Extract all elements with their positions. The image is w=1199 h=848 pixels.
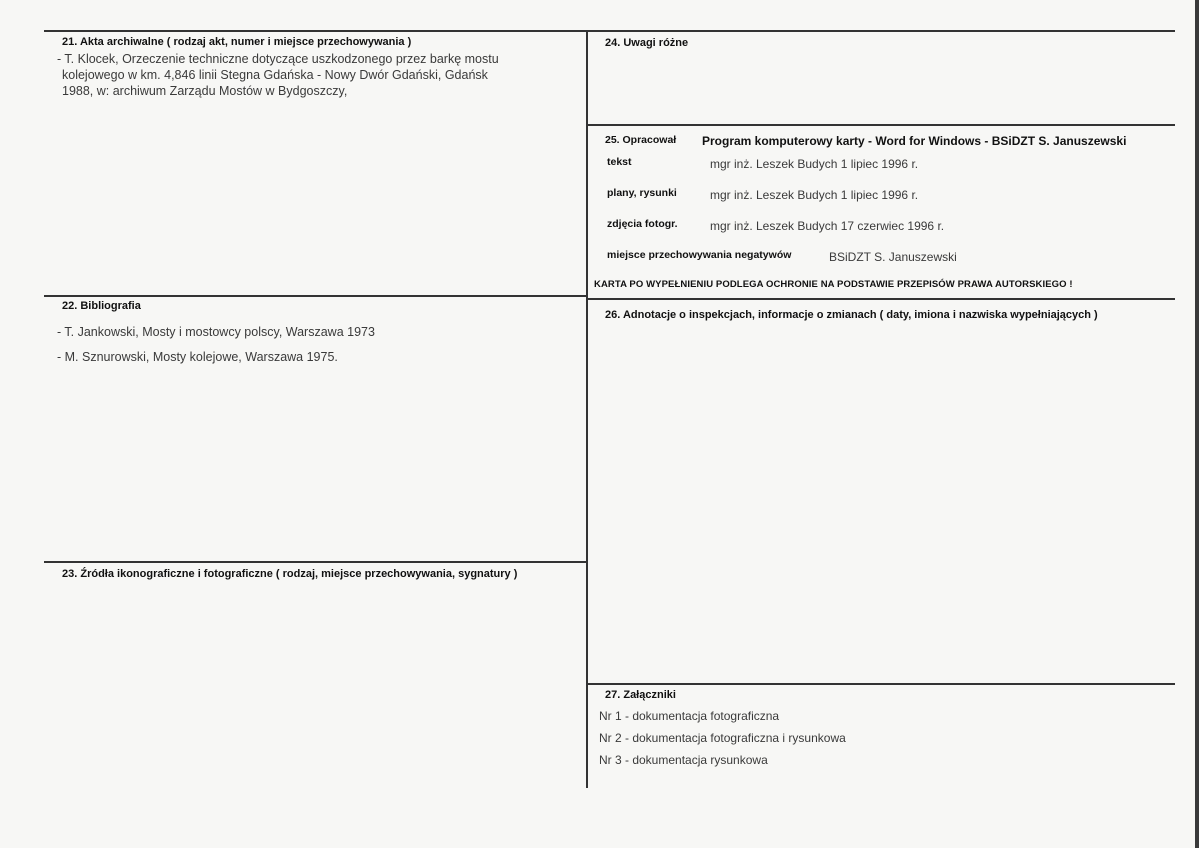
card-edge bbox=[1195, 0, 1199, 848]
copyright-warning: KARTA PO WYPEŁNIENIU PODLEGA OCHRONIE NA PODSTAWIE PRZEPISÓW PRAWA AUTORSKIEGO ! bbox=[594, 279, 1073, 290]
bibliography-item: - T. Jankowski, Mosty i mostowcy polscy, Warszawa 1973 bbox=[57, 325, 375, 339]
section-24-heading: 24. Uwagi różne bbox=[605, 37, 689, 49]
top-rule bbox=[44, 30, 1175, 32]
section-23-heading: 23. Źródła ikonograficzne i fotograficzne ( rodzaj, miejsce przechowywania, sygnatury ) bbox=[62, 568, 518, 580]
attachment-item: Nr 1 - dokumentacja fotograficzna bbox=[599, 709, 780, 723]
row-label-photos: zdjęcia fotogr. bbox=[607, 218, 678, 230]
rule-right-27 bbox=[587, 683, 1175, 685]
row-value-photos: mgr inż. Leszek Budych 17 czerwiec 1996 r. bbox=[710, 219, 945, 233]
rule-right-26 bbox=[587, 298, 1175, 300]
section-21-line-2: kolejowego w km. 4,846 linii Stegna Gdańska - Nowy Dwór Gdański, Gdańsk bbox=[62, 68, 488, 82]
attachment-item: Nr 2 - dokumentacja fotograficzna i rysunkowa bbox=[599, 731, 846, 745]
section-21-line-3: 1988, w: archiwum Zarządu Mostów w Bydgoszczy, bbox=[62, 84, 348, 98]
row-label-text: tekst bbox=[607, 156, 632, 168]
section-21-line-1: - T. Klocek, Orzeczenie techniczne dotyczące uszkodzonego przez barkę mostu bbox=[57, 52, 499, 66]
rule-left-22 bbox=[44, 295, 587, 297]
row-label-plans: plany, rysunki bbox=[607, 187, 677, 199]
negatives-label: miejsce przechowywania negatywów bbox=[607, 249, 792, 261]
section-22-heading: 22. Bibliografia bbox=[62, 300, 141, 312]
section-21-heading: 21. Akta archiwalne ( rodzaj akt, numer i miejsce przechowywania ) bbox=[62, 36, 412, 48]
center-divider bbox=[586, 30, 588, 788]
row-value-text: mgr inż. Leszek Budych 1 lipiec 1996 r. bbox=[710, 157, 919, 171]
rule-right-25 bbox=[587, 124, 1175, 126]
bibliography-item: - M. Sznurowski, Mosty kolejowe, Warszawa 1975. bbox=[57, 350, 338, 364]
program-credit: Program komputerowy karty - Word for Windows - BSiDZT S. Januszewski bbox=[702, 134, 1127, 148]
rule-left-23 bbox=[44, 561, 587, 563]
section-25-heading: 25. Opracował bbox=[605, 134, 677, 146]
negatives-value: BSiDZT S. Januszewski bbox=[829, 250, 957, 264]
section-27-heading: 27. Załączniki bbox=[605, 689, 676, 701]
section-26-heading: 26. Adnotacje o inspekcjach, informacje o zmianach ( daty, imiona i nazwiska wypełniających ) bbox=[605, 309, 1098, 321]
attachment-item: Nr 3 - dokumentacja rysunkowa bbox=[599, 753, 768, 767]
row-value-plans: mgr inż. Leszek Budych 1 lipiec 1996 r. bbox=[710, 188, 919, 202]
